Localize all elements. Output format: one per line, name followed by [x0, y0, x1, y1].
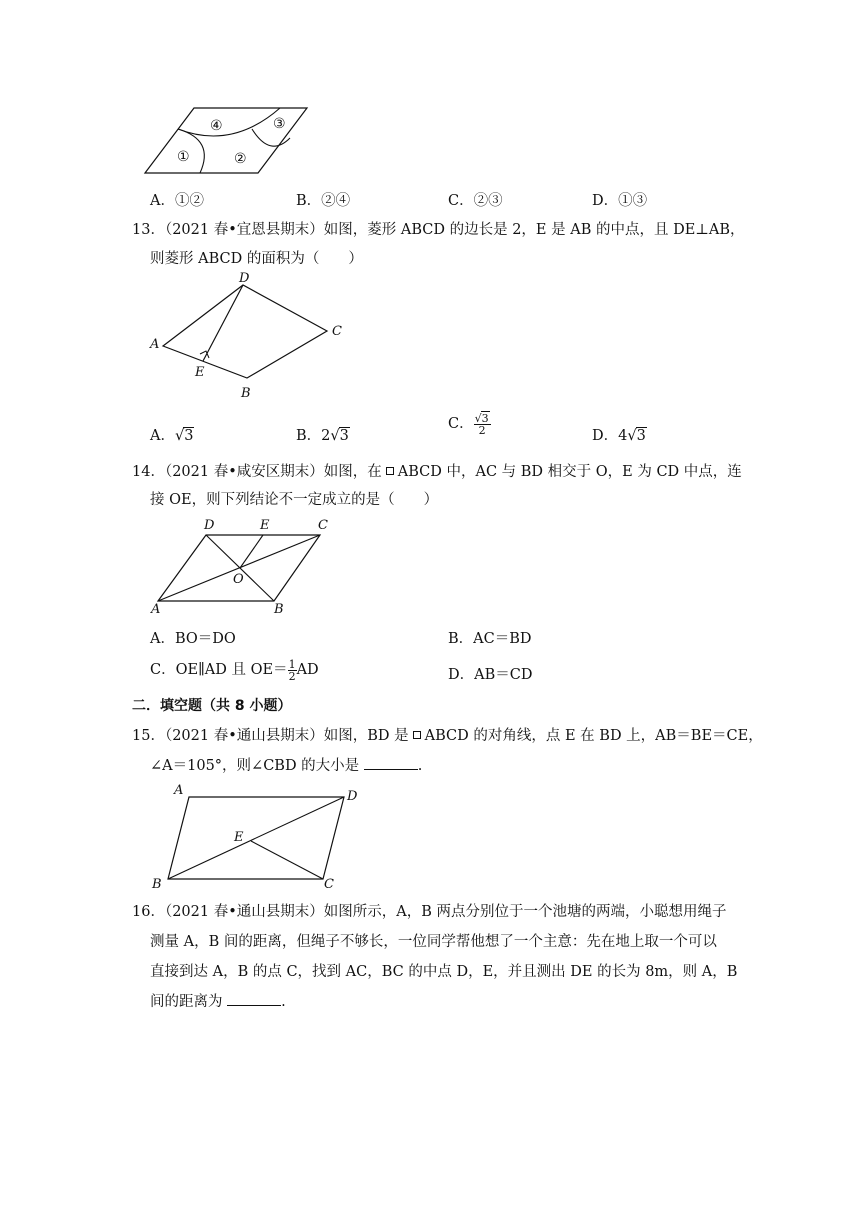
q16-stem-line3: 直接到达 A，B 的点 C，找到 AC，BC 的中点 D，E，并且测出 DE 的长为 8m，则 A，B [150, 964, 738, 980]
q14-option-c-suffix: AD [296, 662, 319, 678]
q13-option-c-fraction [474, 413, 491, 436]
q12-arc-top [178, 108, 280, 136]
q13-option-b-coef: 2 [321, 428, 331, 444]
q14-option-c-prefix: C．OE∥AD 且 OE＝ [150, 662, 288, 678]
section-fill-in-blank-heading: 二．填空题（共 8 小题） [132, 698, 292, 714]
q15-answer-blank[interactable] [364, 757, 418, 770]
q13-option-a[interactable] [150, 424, 194, 445]
q14-option-d[interactable]: D．AB＝CD [448, 667, 533, 683]
q14-stem-line1 [132, 460, 742, 481]
q13-option-b[interactable] [296, 424, 350, 445]
q14-label-a: A [151, 602, 161, 617]
q13-option-d-coef: 4 [618, 428, 628, 444]
q13-option-a-radicand: 3 [184, 428, 194, 444]
q13-option-d-radicand: 3 [636, 428, 646, 444]
q15-diagonal-bd [168, 797, 344, 879]
q12-label-1: ① [177, 149, 190, 165]
q14-label-e: E [260, 518, 270, 533]
q13-option-d-prefix: D． [592, 428, 619, 444]
q14-label-o: O [233, 572, 244, 587]
sqrt-sign: √ [330, 428, 340, 444]
q15-stem-line2-period: . [417, 758, 423, 774]
q16-stem-line2: 测量 A，B 间的距离，但绳子不够长，一位同学帮他想了一个主意：先在地上取一个可以 [150, 934, 717, 950]
q14-figure [148, 514, 338, 618]
q13-option-c[interactable] [448, 412, 491, 436]
q13-figure [145, 272, 350, 402]
parallelogram-symbol-icon [386, 467, 394, 475]
q15-stem-line1-part2: ABCD 的对角线，点 E 在 BD 上，AB＝BE＝CE， [424, 728, 763, 744]
q15-label-d: D [347, 789, 358, 804]
q12-option-a[interactable]: A．①② [150, 193, 204, 209]
sqrt-sign: √ [627, 428, 637, 444]
fraction-denominator: 2 [478, 423, 486, 437]
q14-stem-line1-part1: 14．（2021 春•咸安区期末）如图，在 [132, 464, 382, 480]
q13-label-d: D [239, 272, 250, 286]
q15-stem-line1 [132, 724, 763, 745]
q13-label-b: B [241, 386, 251, 401]
q16-stem-line4-part1: 间的距离为 [150, 994, 223, 1010]
q15-segment-ce [251, 841, 323, 879]
parallelogram-symbol-icon [413, 731, 421, 739]
q12-label-4: ④ [210, 118, 223, 134]
q14-stem-line1-part2: ABCD 中，AC 与 BD 相交于 O，E 为 CD 中点，连 [397, 464, 742, 480]
q14-option-b[interactable]: B．AC＝BD [448, 631, 532, 647]
q13-option-a-prefix: A． [150, 428, 175, 444]
q13-label-a: A [150, 337, 160, 352]
q14-option-c-fraction [288, 659, 297, 682]
sqrt-sign: √ [174, 428, 185, 444]
q13-rhombus [163, 285, 327, 378]
fraction-numerator: 1 [288, 657, 296, 671]
q12-option-b[interactable]: B．②④ [296, 193, 351, 209]
q16-stem-line1: 16．（2021 春•通山县期末）如图所示，A，B 两点分别位于一个池塘的两端，小聪想用绳子 [132, 904, 727, 920]
q13-option-b-radicand: 3 [339, 428, 349, 444]
q13-option-c-prefix: C． [448, 416, 474, 432]
q15-figure [148, 780, 368, 892]
q15-label-c: C [324, 877, 334, 892]
q14-option-a[interactable]: A．BO＝DO [150, 631, 236, 647]
q16-answer-blank[interactable] [227, 993, 281, 1006]
q13-label-c: C [332, 324, 342, 339]
q13-option-c-radicand: 3 [481, 411, 489, 425]
q13-stem-line2: 则菱形 ABCD 的面积为（ ） [150, 251, 363, 267]
q14-label-b: B [274, 602, 284, 617]
q15-stem-line1-part1: 15．（2021 春•通山县期末）如图，BD 是 [132, 728, 409, 744]
q16-stem-line4 [150, 990, 286, 1011]
q16-stem-line4-period: . [281, 994, 286, 1010]
q12-option-c[interactable]: C．②③ [448, 193, 503, 209]
fraction-numerator: √3 [474, 411, 489, 425]
q12-label-2: ② [234, 151, 247, 167]
q12-figure [140, 100, 340, 180]
q15-stem-line2 [150, 754, 422, 775]
q15-label-a: A [174, 783, 184, 798]
fraction-denominator: 2 [288, 669, 296, 683]
q15-label-e: E [234, 830, 244, 845]
q13-label-e: E [195, 365, 205, 380]
q12-label-3: ③ [273, 116, 286, 132]
q15-stem-line2-part1: ∠A＝105°，则∠CBD 的大小是 [150, 758, 360, 774]
q14-label-c: C [318, 518, 328, 533]
q14-label-d: D [204, 518, 215, 533]
q13-option-b-prefix: B． [296, 428, 322, 444]
q12-option-d[interactable]: D．①③ [592, 193, 648, 209]
q13-segment-de [203, 285, 243, 361]
q14-option-c[interactable] [150, 658, 319, 682]
q13-stem-line1: 13．（2021 春•宜恩县期末）如图，菱形 ABCD 的边长是 2，E 是 AB 的中点，且 DE⊥AB， [132, 222, 745, 238]
q13-option-d[interactable] [592, 424, 647, 445]
q15-label-b: B [152, 877, 162, 892]
q14-stem-line2: 接 OE，则下列结论不一定成立的是（ ） [150, 492, 439, 508]
